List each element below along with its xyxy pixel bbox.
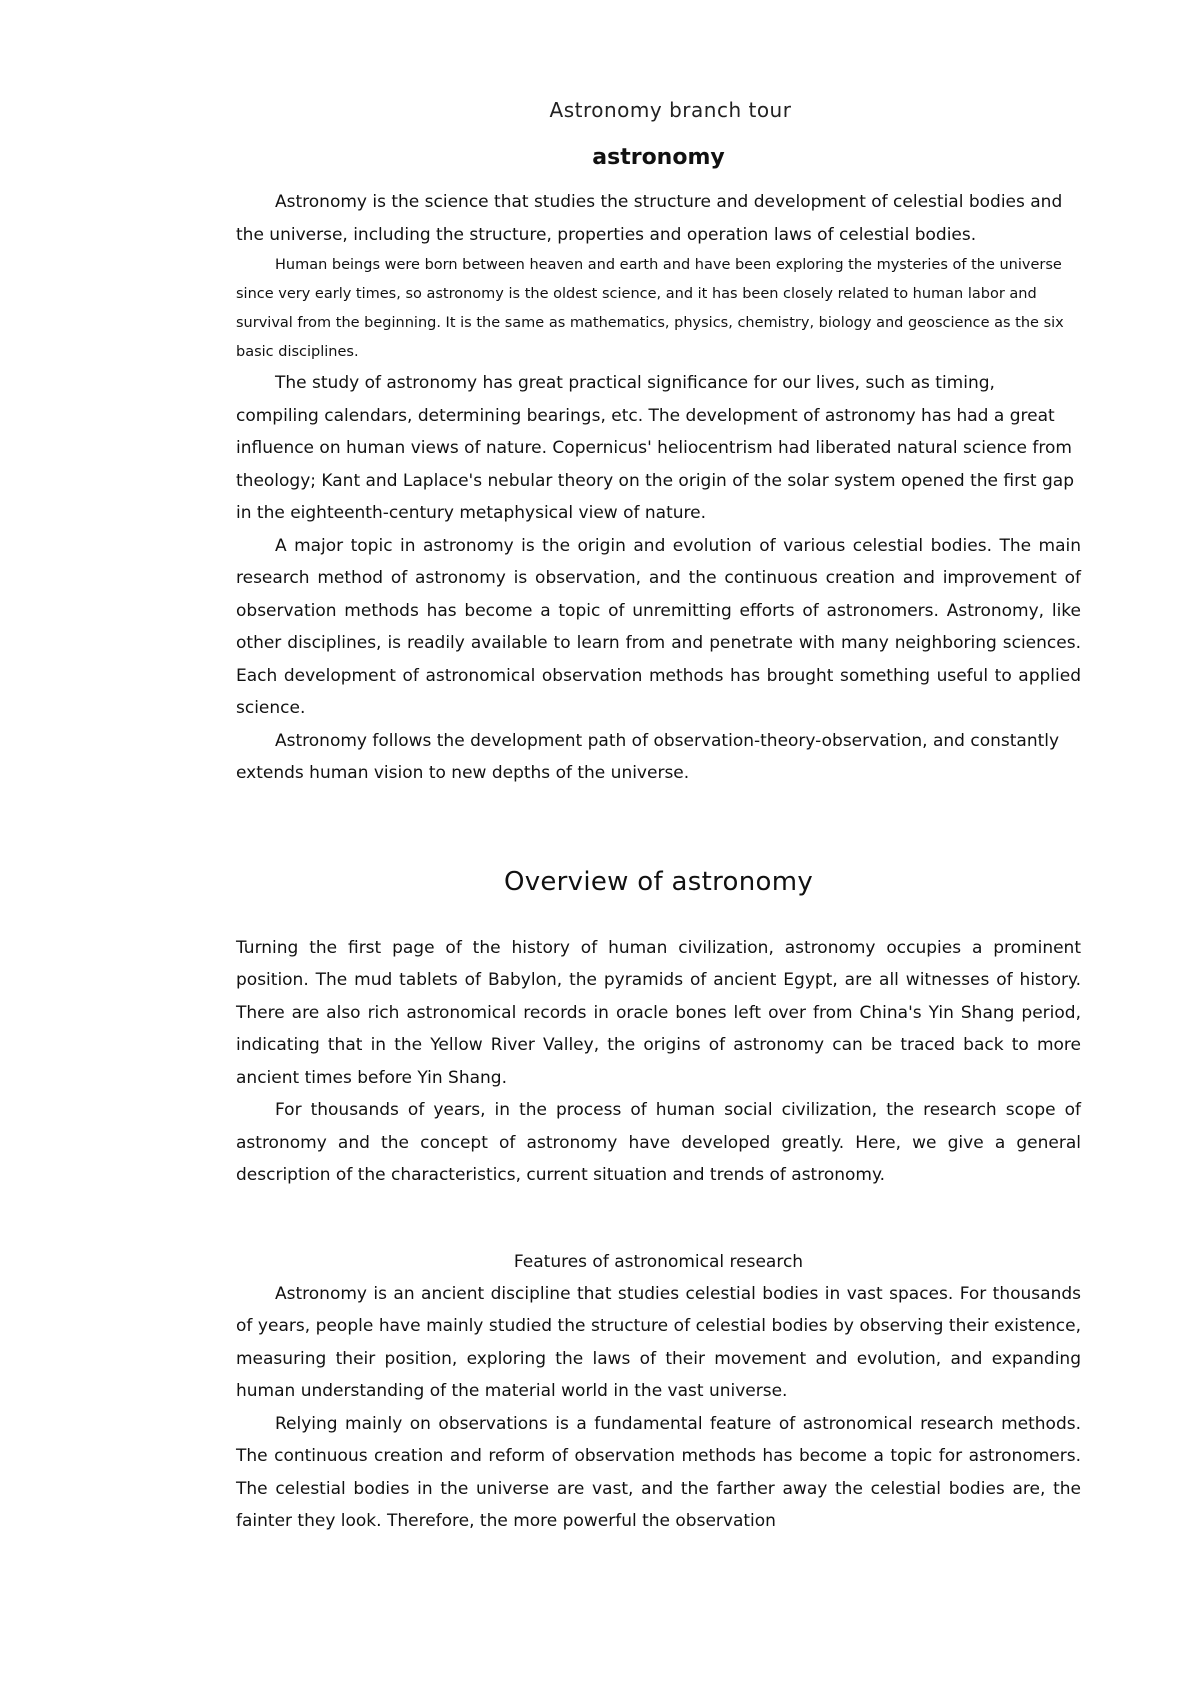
intro-paragraph-3: The study of astronomy has great practical significance for our lives, such as timing, compiling calendars, determining bearings, etc. The development of astronomy has had a great influence on human views of nature. Copernicus' heliocentrism had liberated natural science from theology; Kant and Laplace's nebular theory on the origin of the solar system opened the first gap in the eighteenth-century metaphysical view of nature.: [236, 373, 1074, 523]
features-heading: Features of astronomical research: [513, 1251, 804, 1272]
document-title: Astronomy branch tour: [549, 98, 792, 122]
features-paragraph-2: Relying mainly on observations is a fundamental feature of astronomical research methods. The continuous creation and reform of observation methods has become a topic for astronomers. The celestial bodies in the universe are vast, and the farther away the celestial bodies are, the fainter they look. Therefore, the more powerful the observation: [236, 1413, 1081, 1531]
intro-paragraph-5: Astronomy follows the development path of observation-theory-observation, and constantly extends human vision to new depths of the universe.: [236, 730, 1060, 783]
features-paragraph-1: Astronomy is an ancient discipline that studies celestial bodies in vast spaces. For thousands of years, people have mainly studied the structure of celestial bodies by observing their existence, measuring their position, exploring the laws of their movement and evolution, and expanding human understanding of the material world in the vast universe.: [236, 1283, 1081, 1401]
document-page: [236, 90, 1081, 1538]
intro-paragraph-2: Human beings were born between heaven and earth and have been exploring the mysteries of the universe since very early times, so astronomy is the oldest science, and it has been closely related to human labor and survival from the beginning. It is the same as mathematics, physics, chemistry, biology and geoscience as the six basic disciplines.: [236, 257, 1064, 360]
intro-paragraph-1: Astronomy is the science that studies the structure and development of celestial bodies and the universe, including the structure, properties and operation laws of celestial bodies.: [236, 192, 1063, 245]
overview-heading: Overview of astronomy: [503, 866, 814, 897]
overview-paragraph-1: Turning the first page of the history of human civilization, astronomy occupies a prominent position. The mud tablets of Babylon, the pyramids of ancient Egypt, are all witnesses of history. There are also rich astronomical records in oracle bones left over from China's Yin Shang period, indicating that in the Yellow River Valley, the origins of astronomy can be traced back to more ancient times before Yin Shang.: [236, 937, 1081, 1088]
intro-paragraph-4: A major topic in astronomy is the origin and evolution of various celestial bodies. The main research method of astronomy is observation, and the continuous creation and improvement of observation methods has become a topic of unremitting efforts of astronomers. Astronomy, like other disciplines, is readily available to learn from and penetrate with many neighboring sciences. Each development of astronomical observation methods has brought something useful to applied science.: [236, 535, 1081, 718]
document-subtitle: astronomy: [592, 145, 725, 170]
overview-paragraph-2: For thousands of years, in the process of human social civilization, the research scope of astronomy and the concept of astronomy have developed greatly. Here, we give a general description of the characteristics, current situation and trends of astronomy.: [236, 1100, 1081, 1185]
